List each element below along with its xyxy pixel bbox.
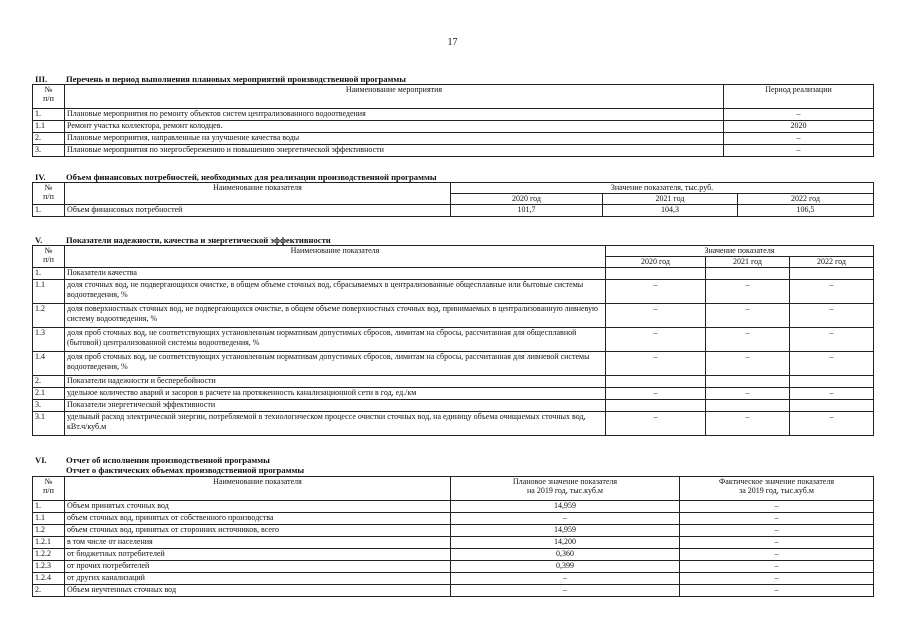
row-number: 1.1	[33, 513, 65, 525]
col-header-name: Наименование показателя	[65, 183, 451, 205]
section-title-text: Перечень и период выполнения плановых мероприятий производственной программы	[66, 74, 406, 84]
row-number: 1.1	[33, 280, 65, 304]
row-name: Плановые мероприятия, направленные на улучшение качества воды	[65, 133, 724, 145]
row-name: доля сточных вод, не подвергающихся очистке, в общем объеме сточных вод, сбрасываемых в централизованные общесплавные или бытовые системы водоотведения, %	[65, 280, 606, 304]
row-name: Ремонт участка коллектора, ремонт колодцев.	[65, 121, 724, 133]
row-number: 1.	[33, 268, 65, 280]
row-name: от других канализаций	[65, 573, 451, 585]
row-value: –	[706, 352, 790, 376]
col-header-year: 2021 год	[706, 257, 790, 268]
planned-measures-table	[32, 84, 874, 157]
row-value: 104,3	[603, 205, 738, 217]
row-period: –	[724, 145, 874, 157]
row-name: удельное количество аварий и засоров в расчете на протяженность канализационной сети в год, ед./км	[65, 388, 606, 400]
table-row	[33, 280, 874, 304]
col-header-period: Период реализации	[724, 85, 874, 109]
table-row	[33, 133, 874, 145]
col-header-number: № п/п	[33, 183, 65, 205]
row-plan: –	[451, 585, 680, 597]
row-name: удельный расход электрической энергии, потребляемой в технологическом процессе очистки сточных вод, на единицу объема очищаемых сточных вод, кВт.ч/куб.м	[65, 412, 606, 436]
row-number: 1.	[33, 109, 65, 121]
row-value	[706, 268, 790, 280]
row-name: от прочих потребителей	[65, 561, 451, 573]
row-plan: –	[451, 513, 680, 525]
row-name: объем сточных вод, принятых от сторонних источников, всего	[65, 525, 451, 537]
row-value: –	[790, 352, 874, 376]
table-row	[33, 501, 874, 513]
section-title-text: Отчет об исполнении производственной программы	[66, 455, 270, 465]
row-name: Объем принятых сточных вод	[65, 501, 451, 513]
row-fact: –	[680, 537, 874, 549]
row-fact: –	[680, 573, 874, 585]
financial-needs-table	[32, 182, 874, 217]
col-header-number: № п/п	[33, 246, 65, 268]
col-header-value: Значение показателя, тыс.руб.	[451, 183, 874, 194]
row-plan: 0,399	[451, 561, 680, 573]
page-number: 17	[447, 37, 458, 48]
table-row	[33, 121, 874, 133]
table-row	[33, 268, 874, 280]
row-value: 101,7	[451, 205, 603, 217]
row-fact: –	[680, 585, 874, 597]
row-name: доля проб сточных вод, не соответствующих установленным нормативам допустимых сбросов, лимитам на сбросы, рассчитанная для общесплавной (бытовой) централизованной системы водоотведения, %	[65, 328, 606, 352]
row-number: 3.	[33, 145, 65, 157]
row-number: 1.2.1	[33, 537, 65, 549]
section-number: III.	[35, 74, 48, 84]
row-name: Показатели энергетической эффективности	[65, 400, 606, 412]
row-value: –	[606, 412, 706, 436]
table-row	[33, 412, 874, 436]
row-number: 3.	[33, 400, 65, 412]
row-number: 2.1	[33, 388, 65, 400]
table-row	[33, 400, 874, 412]
table-row	[33, 573, 874, 585]
col-header-name: Наименование мероприятия	[65, 85, 724, 109]
table-row	[33, 388, 874, 400]
row-fact: –	[680, 513, 874, 525]
row-period: 2020	[724, 121, 874, 133]
section-number: VI.	[35, 455, 47, 465]
table-row	[33, 525, 874, 537]
row-fact: –	[680, 525, 874, 537]
table-row	[33, 537, 874, 549]
table-row	[33, 109, 874, 121]
table-row	[33, 328, 874, 352]
col-header-name: Наименование показателя	[65, 477, 451, 501]
row-number: 1.2.2	[33, 549, 65, 561]
row-value: –	[790, 388, 874, 400]
row-name: от бюджетных потребителей	[65, 549, 451, 561]
row-number: 1.3	[33, 328, 65, 352]
row-value: –	[706, 388, 790, 400]
table-row	[33, 304, 874, 328]
row-name: в том числе от населения	[65, 537, 451, 549]
table-header-row	[33, 85, 874, 109]
row-number: 2.	[33, 585, 65, 597]
row-plan: 14,200	[451, 537, 680, 549]
table-header-row	[33, 246, 874, 257]
row-value	[606, 376, 706, 388]
row-plan: 0,360	[451, 549, 680, 561]
row-value: –	[606, 328, 706, 352]
table-header-row	[33, 477, 874, 501]
row-value	[706, 400, 790, 412]
row-name: доля поверхностных сточных вод, не подвергающихся очистке, в общем объеме поверхностных сточных вод, принимаемых в централизованную ливневую систему водоотведения, %	[65, 304, 606, 328]
row-number: 1.2.4	[33, 573, 65, 585]
actual-volumes-table	[32, 476, 874, 597]
table-row	[33, 376, 874, 388]
reliability-indicators-table	[32, 245, 874, 436]
row-name: Плановые мероприятия по энергосбережению и повышению энергетической эффективности	[65, 145, 724, 157]
row-value: –	[790, 304, 874, 328]
row-value	[790, 376, 874, 388]
row-value	[706, 376, 790, 388]
col-header-year: 2020 год	[606, 257, 706, 268]
row-number: 1.	[33, 205, 65, 217]
table-header-row	[33, 183, 874, 194]
table-row	[33, 352, 874, 376]
table-row	[33, 585, 874, 597]
section-5-title	[35, 235, 331, 245]
row-value: –	[706, 280, 790, 304]
row-number: 1.2	[33, 304, 65, 328]
row-fact: –	[680, 501, 874, 513]
row-number: 2.	[33, 376, 65, 388]
row-number: 3.1	[33, 412, 65, 436]
row-value: –	[606, 304, 706, 328]
row-number: 1.1	[33, 121, 65, 133]
col-header-year: 2021 год	[603, 194, 738, 205]
section-6-title	[35, 455, 270, 465]
row-plan: –	[451, 573, 680, 585]
section-number: V.	[35, 235, 43, 245]
row-plan: 14,959	[451, 501, 680, 513]
row-number: 1.	[33, 501, 65, 513]
section-6-subtitle: Отчет о фактических объемах производственной программы	[66, 465, 305, 475]
row-fact: –	[680, 561, 874, 573]
table-row	[33, 145, 874, 157]
row-name: Плановые мероприятия по ремонту объектов систем централизованного водоотведения	[65, 109, 724, 121]
row-period: –	[724, 133, 874, 145]
col-header-number: № п/п	[33, 477, 65, 501]
col-header-year: 2020 год	[451, 194, 603, 205]
row-value	[606, 268, 706, 280]
row-name: Показатели качества	[65, 268, 606, 280]
row-number: 1.2	[33, 525, 65, 537]
table-row	[33, 561, 874, 573]
row-value	[790, 268, 874, 280]
col-header-number: № п/п	[33, 85, 65, 109]
row-value	[606, 400, 706, 412]
row-name: Объем финансовых потребностей	[65, 205, 451, 217]
col-header-year: 2022 год	[790, 257, 874, 268]
row-value	[790, 400, 874, 412]
table-row	[33, 549, 874, 561]
row-name: доля проб сточных вод, не соответствующих установленным нормативам допустимых сбросов, лимитам на сбросы, рассчитанная для ливневой системы водоотведения, %	[65, 352, 606, 376]
row-number: 2.	[33, 133, 65, 145]
row-number: 1.4	[33, 352, 65, 376]
row-value: –	[606, 352, 706, 376]
col-header-year: 2022 год	[738, 194, 874, 205]
section-3-title	[35, 74, 406, 84]
section-number: IV.	[35, 172, 46, 182]
row-value: –	[706, 328, 790, 352]
section-title-text: Объем финансовых потребностей, необходимых для реализации производственной программы	[66, 172, 437, 182]
row-value: 106,5	[738, 205, 874, 217]
row-value: –	[706, 412, 790, 436]
section-4-title	[35, 172, 437, 182]
row-value: –	[706, 304, 790, 328]
row-period: –	[724, 109, 874, 121]
table-row	[33, 205, 874, 217]
row-plan: 14,959	[451, 525, 680, 537]
col-header-name: Наименование показателя	[65, 246, 606, 268]
row-name: объем сточных вод, принятых от собственного производства	[65, 513, 451, 525]
row-value: –	[606, 388, 706, 400]
row-name: Объем неучтенных сточных вод	[65, 585, 451, 597]
row-value: –	[790, 280, 874, 304]
table-row	[33, 513, 874, 525]
row-value: –	[606, 280, 706, 304]
row-value: –	[790, 328, 874, 352]
row-fact: –	[680, 549, 874, 561]
row-value: –	[790, 412, 874, 436]
section-title-text: Показатели надежности, качества и энергетической эффективности	[66, 235, 331, 245]
col-header-value: Значение показателя	[606, 246, 874, 257]
col-header-fact: Фактическое значение показателя за 2019 год, тыс.куб.м	[680, 477, 874, 501]
row-number: 1.2.3	[33, 561, 65, 573]
row-name: Показатели надежности и бесперебойности	[65, 376, 606, 388]
col-header-plan: Плановое значение показателя на 2019 год, тыс.куб.м	[451, 477, 680, 501]
